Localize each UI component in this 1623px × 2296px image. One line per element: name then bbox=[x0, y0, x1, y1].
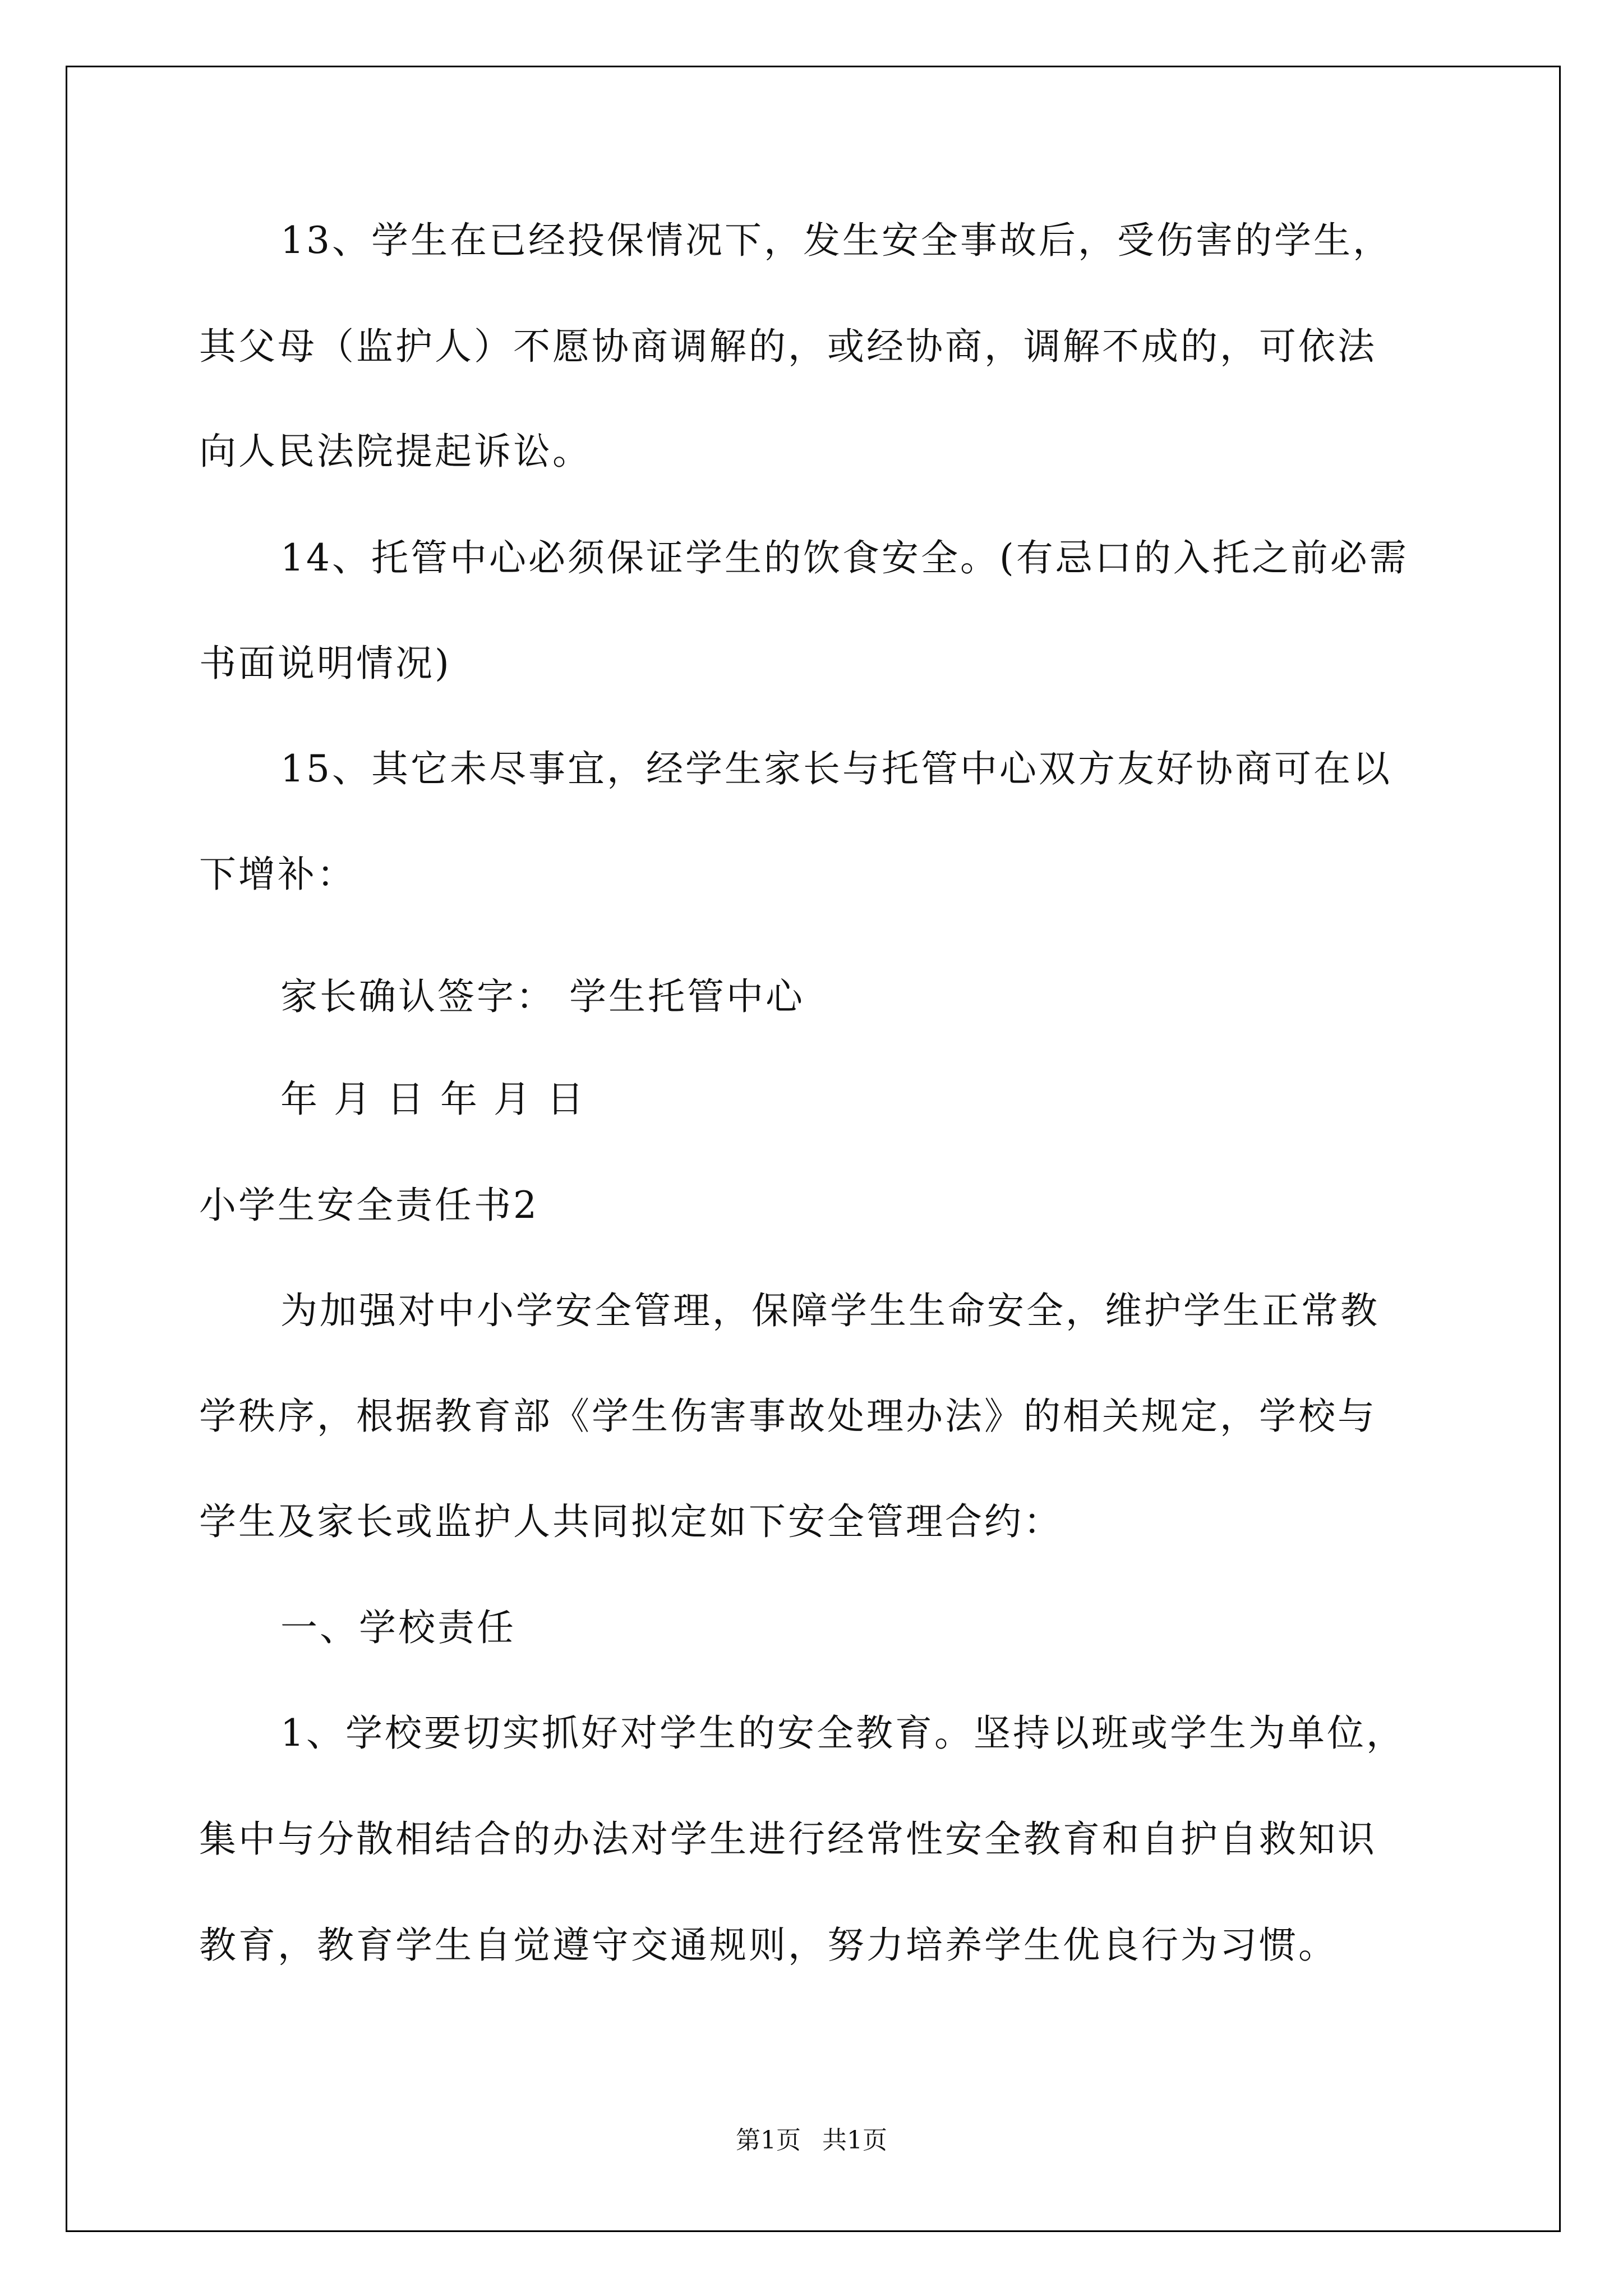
signature-line: 家长确认签字： 学生托管中心 bbox=[280, 975, 805, 1018]
school-responsibility-heading: 一、学校责任 bbox=[280, 1606, 516, 1649]
paragraph-13-line-3: 向人民法院提起诉讼。 bbox=[199, 430, 592, 473]
paragraph-13-line-2: 其父母（监护人）不愿协商调解的，或经协商，调解不成的，可依法 bbox=[199, 325, 1377, 368]
item-1-line-1: 1、学校要切实抓好对学生的安全教育。坚持以班或学生为单位， bbox=[280, 1711, 1405, 1755]
paragraph-15-line-2: 下增补： bbox=[199, 853, 356, 896]
page-total: 共1页 bbox=[822, 2126, 887, 2155]
paragraph-14-line-1: 14、托管中心必须保证学生的饮食安全。(有忌口的入托之前必需 bbox=[280, 536, 1409, 579]
paragraph-15-line-1: 15、其它未尽事宜，经学生家长与托管中心双方友好协商可在以 bbox=[280, 747, 1392, 790]
date-line: 年 月 日 年 月 日 bbox=[280, 1078, 586, 1121]
paragraph-13-line-1: 13、学生在已经投保情况下，发生安全事故后，受伤害的学生， bbox=[280, 219, 1392, 262]
paragraph-14-line-2: 书面说明情况) bbox=[199, 642, 451, 685]
intro-line-1: 为加强对中小学安全管理，保障学生生命安全，维护学生正常教 bbox=[280, 1289, 1380, 1332]
page-footer bbox=[0, 2125, 1623, 2156]
intro-line-3: 学生及家长或监护人共同拟定如下安全管理合约： bbox=[199, 1500, 1063, 1543]
section-title: 小学生安全责任书2 bbox=[199, 1184, 539, 1227]
page-border bbox=[66, 66, 1561, 2232]
item-1-line-3: 教育，教育学生自觉遵守交通规则，努力培养学生优良行为习惯。 bbox=[199, 1924, 1338, 1967]
item-1-line-2: 集中与分散相结合的办法对学生进行经常性安全教育和自护自救知识 bbox=[199, 1818, 1377, 1861]
intro-line-2: 学秩序，根据教育部《学生伤害事故处理办法》的相关规定，学校与 bbox=[199, 1395, 1377, 1438]
page-number: 第1页 bbox=[736, 2126, 801, 2155]
